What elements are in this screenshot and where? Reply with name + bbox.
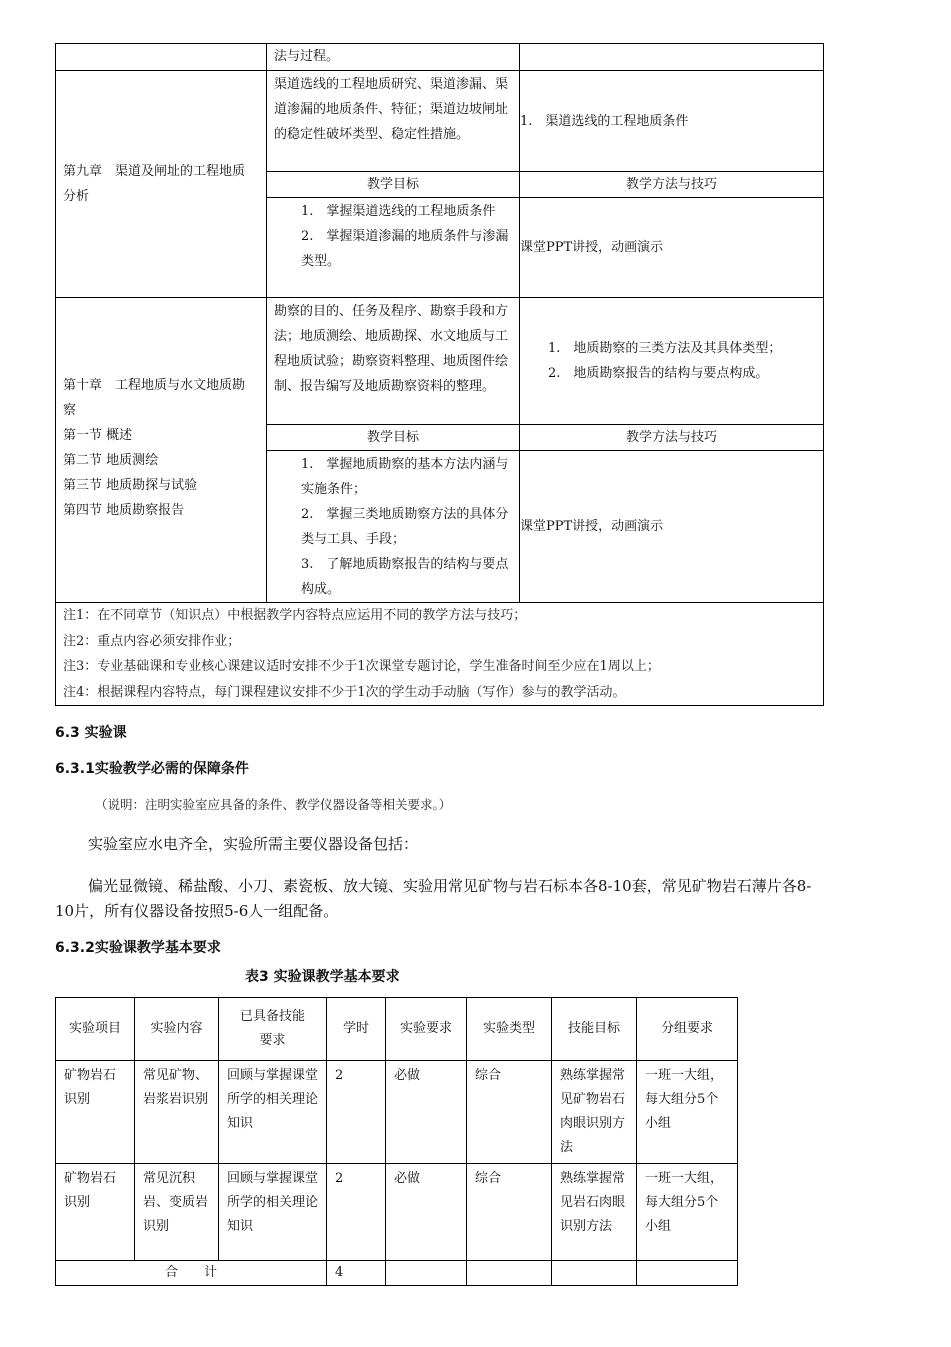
- explanation-note: （说明：注明实验室应具备的条件、教学仪器设备等相关要求。）: [95, 797, 452, 812]
- table-row: [56, 1164, 738, 1261]
- key-point: 2. 地质勘察报告的结构与要点构成。: [548, 366, 769, 381]
- goal-header: 教学目标: [267, 172, 520, 198]
- column-header: 技能目标: [552, 998, 637, 1061]
- table-cell: 常见沉积岩、变质岩识别: [135, 1164, 219, 1261]
- key-points: [520, 298, 824, 425]
- table-cell: 必做: [386, 1164, 467, 1261]
- table-cell: [56, 44, 267, 71]
- section-heading: 6.3 实验课: [55, 725, 127, 741]
- table-cell: 回顾与掌握课堂所学的相关理论知识: [219, 1164, 327, 1261]
- chapter-title: 第九章 渠道及闸址的工程地质分析: [56, 71, 267, 298]
- table-cell: 矿物岩石识别: [56, 1164, 135, 1261]
- notes: [56, 603, 824, 706]
- table-cell: [552, 1261, 637, 1286]
- column-header: 实验要求: [386, 998, 467, 1061]
- section-item: 第一节 概述: [63, 428, 133, 443]
- table-cell: [386, 1261, 467, 1286]
- table-cell: 熟练掌握常见矿物岩石肉眼识别方法: [552, 1061, 637, 1164]
- total-label: 合 计: [56, 1261, 327, 1286]
- section-item: 第三节 地质勘探与试验: [63, 478, 198, 493]
- chapter-table: [55, 43, 824, 706]
- section-item: 第四节 地质勘察报告: [63, 503, 185, 518]
- table-row: [56, 1061, 738, 1164]
- note-item: 注2：重点内容必须安排作业；: [63, 633, 241, 649]
- method-header: 教学方法与技巧: [520, 425, 824, 451]
- table-cell: 必做: [386, 1061, 467, 1164]
- table-cell: [637, 1261, 738, 1286]
- teaching-goals: [267, 451, 520, 603]
- column-header: 分组要求: [637, 998, 738, 1061]
- column-header: 实验项目: [56, 998, 135, 1061]
- chapter-title: 第十章 工程地质与水文地质勘察: [63, 378, 246, 418]
- teaching-method: 课堂PPT讲授，动画演示: [520, 451, 824, 603]
- table-caption: 表3 实验课教学基本要求: [245, 969, 400, 985]
- table-cell: [520, 44, 824, 71]
- table-row: [56, 44, 824, 71]
- goal-item: 3. 了解地质勘察报告的结构与要点构成。: [301, 557, 509, 597]
- teaching-method: 课堂PPT讲授，动画演示: [520, 198, 824, 298]
- key-point: 1. 渠道选线的工程地质条件: [520, 113, 689, 129]
- paragraph: 实验室应水电齐全，实验所需主要仪器设备包括：: [88, 835, 419, 853]
- teaching-goals: [267, 198, 520, 298]
- table-cell: 法与过程。: [267, 44, 520, 71]
- column-header: 已具备技能要求: [219, 998, 327, 1061]
- table-cell: 综合: [467, 1061, 552, 1164]
- goal-item: 2. 掌握三类地质勘察方法的具体分类与工具、手段；: [301, 507, 509, 547]
- paragraph: 10片，所有仪器设备按照5-6人一组配备。: [55, 902, 339, 920]
- note-item: 注3：专业基础课和专业核心课建议适时安排不少于1次课堂专题讨论，学生准备时间至少应在1周以上；: [63, 659, 660, 674]
- table-header-row: [56, 998, 738, 1061]
- table-row: [56, 298, 824, 425]
- note-item: 注1：在不同章节（知识点）中根据教学内容特点应运用不同的教学方法与技巧；: [63, 608, 527, 623]
- method-header: 教学方法与技巧: [520, 172, 824, 198]
- table-cell: 2: [327, 1061, 386, 1164]
- table-cell: 一班一大组，每大组分5个小组: [637, 1164, 738, 1261]
- column-header: 实验内容: [135, 998, 219, 1061]
- chapter-title-cell: [56, 298, 267, 603]
- chapter-content: 渠道选线的工程地质研究、渠道渗漏、渠道渗漏的地质条件、特征；渠道边坡闸址的稳定性破坏类型、稳定性措施。: [267, 71, 520, 172]
- table-row: [56, 603, 824, 706]
- table-cell: 2: [327, 1164, 386, 1261]
- key-points: [520, 71, 824, 172]
- subsection-heading: 6.3.2实验课教学基本要求: [55, 940, 221, 956]
- goal-item: 1. 掌握渠道选线的工程地质条件: [301, 204, 496, 219]
- table-cell: 回顾与掌握课堂所学的相关理论知识: [219, 1061, 327, 1164]
- table-cell: 一班一大组，每大组分5个小组: [637, 1061, 738, 1164]
- total-row: [56, 1261, 738, 1286]
- table-cell: 熟练掌握常见岩石肉眼识别方法: [552, 1164, 637, 1261]
- key-point: 1. 地质勘察的三类方法及其具体类型；: [548, 341, 782, 356]
- total-hours: 4: [327, 1261, 386, 1286]
- subsection-heading: 6.3.1实验教学必需的保障条件: [55, 761, 249, 777]
- experiment-table: [55, 997, 738, 1286]
- column-header: 实验类型: [467, 998, 552, 1061]
- table-cell: 综合: [467, 1164, 552, 1261]
- table-cell: [467, 1261, 552, 1286]
- table-row: [56, 71, 824, 172]
- column-header: 学时: [327, 998, 386, 1061]
- paragraph: 偏光显微镜、稀盐酸、小刀、素瓷板、放大镜、实验用常见矿物与岩石标本各8-10套，常见矿物岩石薄片各8-: [88, 877, 812, 895]
- note-item: 注4：根据课程内容特点，每门课程建议安排不少于1次的学生动手动脑（写作）参与的教学活动。: [63, 684, 626, 700]
- table-cell: 常见矿物、岩浆岩识别: [135, 1061, 219, 1164]
- chapter-content: 勘察的目的、任务及程序、勘察手段和方法；地质测绘、地质勘探、水文地质与工程地质试验；勘察资料整理、地质图件绘制、报告编写及地质勘察资料的整理。: [267, 298, 520, 425]
- goal-item: 1. 掌握地质勘察的基本方法内涵与实施条件；: [301, 457, 509, 497]
- goal-header: 教学目标: [267, 425, 520, 451]
- goal-item: 2. 掌握渠道渗漏的地质条件与渗漏类型。: [301, 229, 509, 269]
- table-cell: 矿物岩石识别: [56, 1061, 135, 1164]
- section-item: 第二节 地质测绘: [63, 453, 159, 468]
